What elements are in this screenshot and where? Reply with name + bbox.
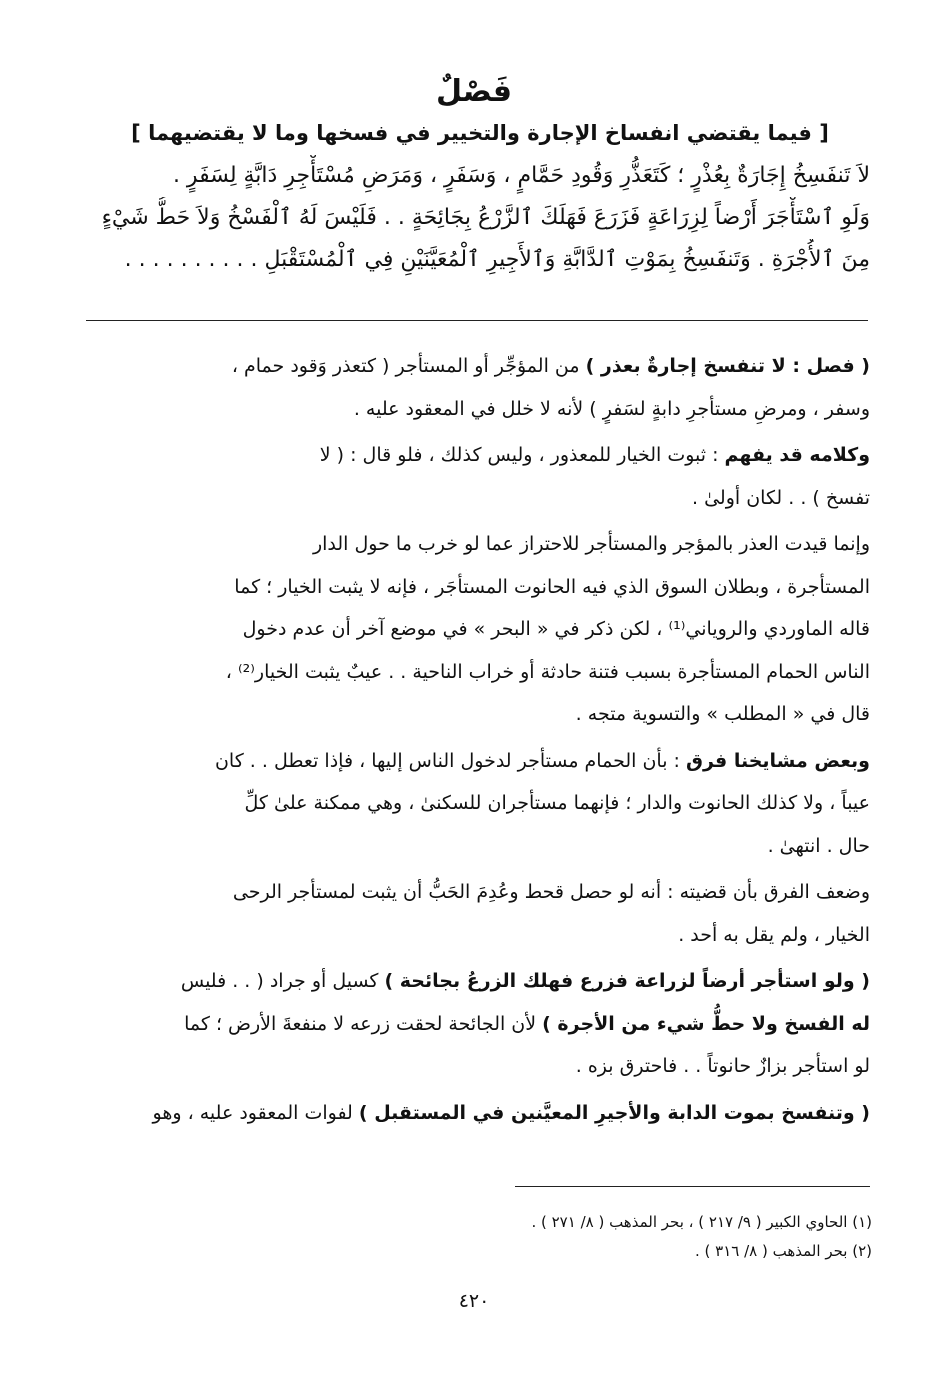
footnote-rule: [515, 1186, 870, 1187]
commentary-line: [78, 477, 870, 520]
commentary-line: [78, 345, 870, 388]
footnote: (٢) بحر المذهب ( ٨/ ٣١٦ ) .: [695, 1242, 872, 1260]
commentary-line: [78, 740, 870, 783]
commentary-paragraph: [78, 434, 870, 519]
commentary-phrase: : بأن الحمام مستأجر لدخول الناس إليها ، فإذا تعطل . . كان: [214, 749, 686, 772]
commentary-phrase: لفوات المعقود عليه ، وهو: [152, 1101, 359, 1124]
commentary-phrase: الناس الحمام المستأجرة بسبب فتنة حادثة أو خراب الناحية . . عيبٌ يثبت الخيار⁽²⁾ ،: [225, 660, 870, 683]
commentary-phrase: قال في « المطلب » والتسوية متجه .: [575, 703, 870, 725]
commentary-phrase: وضعف الفرق بأن قضيته : أنه لو حصل قحط وعُدِمَ الحَبُّ أن يثبت لمستأجر الرحى: [232, 881, 870, 903]
commentary-phrase: المستأجرة ، وبطلان السوق الذي فيه الحانوت المستأجَر ، فإنه لا يثبت الخيار ؛ كما: [234, 575, 870, 598]
main-text-line: مِنَ ٱلأُجْرَةِ . وَتَنفَسِخُ بِمَوْتِ ٱلدَّابَّةِ وَٱلأَجِيرِ ٱلْمُعَيَّنَيْنِ فِي ٱلْمُسْتَقْبَلِ . . . . . . . . . .: [124, 247, 870, 272]
footnotes: [300, 1208, 872, 1266]
divider-rule: [86, 320, 868, 321]
commentary-phrase: حال . انتهىٰ .: [767, 834, 870, 857]
commentary-line: [78, 693, 870, 736]
commentary-line: [78, 388, 870, 431]
commentary-phrase: وسفر ، ومرضِ مستأجرِ دابةٍ لسَفرٍ ) لأنه لا خلل في المعقود عليه .: [353, 397, 870, 420]
commentary-phrase: : ثبوت الخيار للمعذور ، وليس كذلك ، فلو قال : ( لا: [319, 444, 725, 466]
commentary-paragraph: [78, 345, 870, 430]
quoted-main-text: وبعض مشايخنا فرق: [685, 749, 870, 772]
commentary-line: [78, 608, 870, 651]
commentary-paragraph: [78, 871, 870, 956]
commentary-text: [78, 345, 870, 1138]
commentary-line: [78, 566, 870, 609]
footnote: (١) الحاوي الكبير ( ٩/ ٢١٧ ) ، بحر المذهب ( ٨/ ٢٧١ ) .: [531, 1213, 872, 1231]
main-text: [68, 155, 870, 281]
page-number: ٤٢٠: [458, 1290, 490, 1312]
commentary-line: [78, 651, 870, 694]
main-text-line: وَلَوِ ٱسْتَأْجَرَ أَرْضاً لِزِرَاعَةٍ فَزَرَعَ فَهَلَكَ ٱلزَّرْعُ بِجَائِحَةٍ . . فَلَيْسَ لَهُ ٱلْفَسْخُ وَلاَ حَطُّ شَيْءٍ: [101, 205, 870, 230]
commentary-phrase: كسيل أو جراد ( . . فليس: [180, 970, 385, 992]
quoted-main-text: وكلامه قد يفهم: [724, 444, 870, 466]
commentary-line: [78, 1003, 870, 1046]
quoted-main-text: له الفسخ ولا حطُّ شيء من الأجرة ): [542, 1012, 870, 1035]
commentary-paragraph: [78, 1092, 870, 1135]
commentary-paragraph: [78, 523, 870, 736]
quoted-main-text: ( ولو استأجر أرضاً لزراعة فزرع فهلك الزرعُ بجائحة ): [384, 970, 870, 992]
quoted-main-text: ( وتنفسخ بموت الدابة والأجيرِ المعيَّنين في المستقبل ): [358, 1101, 870, 1124]
commentary-line: [78, 1092, 870, 1135]
commentary-line: [78, 782, 870, 825]
commentary-line: [78, 825, 870, 868]
commentary-line: [78, 434, 870, 477]
commentary-line: [78, 914, 870, 957]
commentary-phrase: تفسخ ) . . لكان أولىٰ .: [692, 486, 870, 509]
commentary-line: [78, 960, 870, 1003]
commentary-line: [78, 871, 870, 914]
commentary-phrase: وإنما قيدت العذر بالمؤجر والمستأجر للاحتراز عما لو خرب ما حول الدار: [312, 533, 870, 555]
commentary-phrase: لو استأجر بزازٌ حانوتاً . . فاحترق بزه .: [575, 1055, 870, 1077]
commentary-phrase: قاله الماوردي والروياني⁽¹⁾ ، لكن ذكر في « البحر » في موضع آخر أن عدم دخول: [242, 618, 870, 640]
commentary-line: [78, 1045, 870, 1088]
commentary-paragraph: [78, 960, 870, 1088]
commentary-paragraph: [78, 740, 870, 868]
commentary-phrase: من المؤجِّر أو المستأجر ( كتعذر وَقود حمام ،: [231, 355, 586, 377]
section-heading: فَصْلٌ: [436, 74, 512, 109]
main-text-line: لاَ تَنفَسِخُ إِجَارَةٌ بِعُذْرٍ ؛ كَتَعَذُّرِ وَقُودِ حَمَّامٍ ، وَسَفَرٍ ، وَمَرَضِ مُسْتَأْجِرِ دَابَّةٍ لِسَفَرٍ .: [172, 163, 870, 188]
commentary-phrase: عيباً ، ولا كذلك الحانوت والدار ؛ فإنهما مستأجران للسكنىٰ ، وهي ممكنة علىٰ كلِّ: [244, 792, 870, 814]
section-subtitle: [ فيما يقتضي انفساخ الإجارة والتخيير في فسخها وما لا يقتضيهما ]: [131, 121, 829, 145]
commentary-phrase: لأن الجائحة لحقت زرعه لا منفعةَ الأرض ؛ كما: [184, 1012, 543, 1035]
quoted-main-text: ( فصل : لا تنفسخ إجارةٌ بعذر ): [585, 355, 870, 377]
commentary-phrase: الخيار ، ولم يقل به أحد .: [678, 923, 870, 946]
commentary-line: [78, 523, 870, 566]
